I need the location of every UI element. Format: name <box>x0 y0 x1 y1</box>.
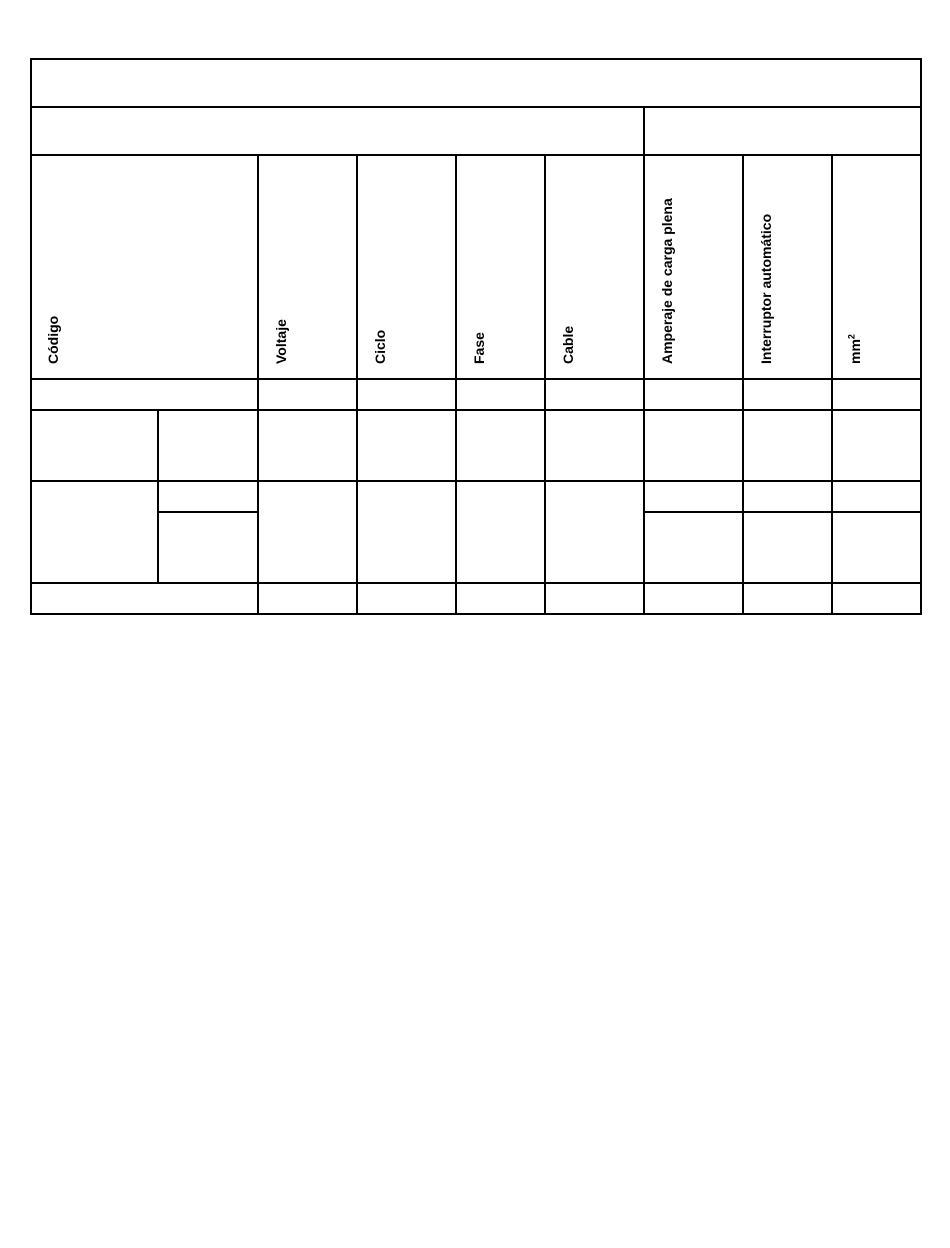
header-mm2-base: mm <box>847 339 863 364</box>
header-ciclo: Ciclo <box>372 329 388 364</box>
header-fase: Fase <box>471 332 487 364</box>
header-mm2 <box>847 334 863 364</box>
header-cable: Cable <box>560 325 576 364</box>
header-voltaje: Voltaje <box>273 319 289 364</box>
header-mm2-exponent: 2 <box>846 334 857 340</box>
header-codigo: Código <box>45 315 61 364</box>
header-interruptor: Interruptor automático <box>758 213 774 364</box>
header-amperaje: Amperaje de carga plena <box>659 198 675 364</box>
